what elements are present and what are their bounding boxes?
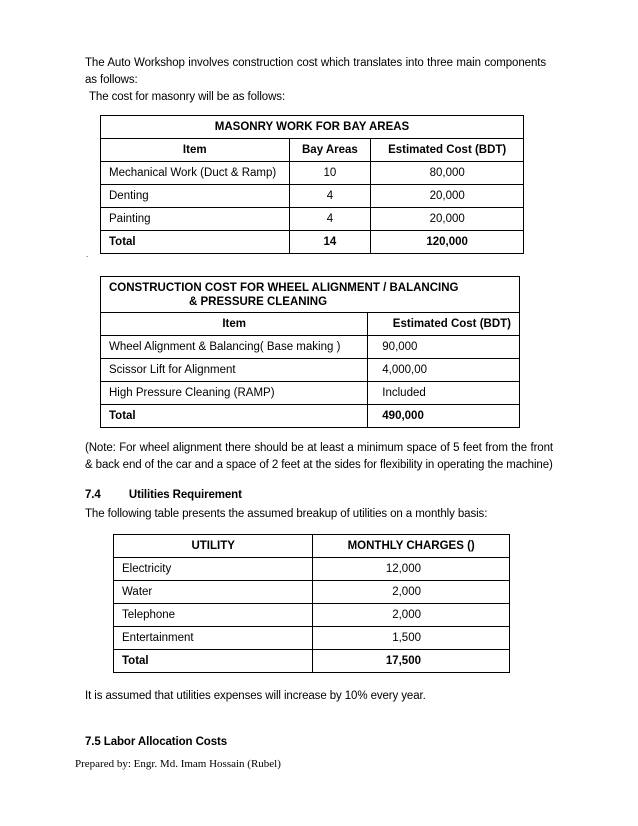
masonry-cell-cost: 20,000 — [371, 208, 524, 231]
table-row — [114, 581, 510, 604]
masonry-cell-bay: 10 — [289, 162, 371, 185]
masonry-header-cost: Estimated Cost (BDT) — [371, 139, 524, 162]
table-row — [101, 382, 520, 405]
table-row — [101, 359, 520, 382]
masonry-total-bay: 14 — [289, 231, 371, 254]
wheel-header-item: Item — [101, 313, 368, 336]
table-row — [101, 208, 524, 231]
table-row — [114, 558, 510, 581]
masonry-header-item: Item — [101, 139, 290, 162]
table-row — [101, 185, 524, 208]
masonry-cell-cost: 20,000 — [371, 185, 524, 208]
wheel-cell-cost: 90,000 — [368, 336, 520, 359]
utilities-header-charges: MONTHLY CHARGES () — [313, 535, 510, 558]
utilities-cell-charge: 12,000 — [313, 558, 510, 581]
wheel-title-line1: CONSTRUCTION COST FOR WHEEL ALIGNMENT / BALANCING — [109, 281, 459, 294]
wheel-cell-item: Wheel Alignment & Balancing( Base making ) — [101, 336, 368, 359]
masonry-table — [100, 115, 524, 254]
wheel-alignment-table — [100, 276, 520, 428]
wheel-alignment-note: (Note: For wheel alignment there should be at least a minimum space of 5 feet from the front & back end of the car and a space of 2 feet at the sides for flexibility in operating the machine) — [85, 442, 553, 471]
utilities-table — [113, 534, 510, 673]
masonry-cell-bay: 4 — [289, 185, 371, 208]
page-footer: Prepared by: Engr. Md. Imam Hossain (Rubel) — [75, 758, 281, 770]
utilities-cell-charge: 2,000 — [313, 604, 510, 627]
masonry-table-title: MASONRY WORK FOR BAY AREAS — [101, 116, 524, 139]
utilities-cell-name: Entertainment — [114, 627, 313, 650]
wheel-cell-cost: 4,000,00 — [368, 359, 520, 382]
intro-paragraph: The Auto Workshop involves construction cost which translates into three main components as follows: — [85, 57, 546, 86]
table-row — [101, 162, 524, 185]
utilities-header-utility: UTILITY — [114, 535, 313, 558]
utilities-total-charge: 17,500 — [313, 650, 510, 673]
wheel-title-line2: & PRESSURE CLEANING — [189, 295, 328, 308]
wheel-total-cost: 490,000 — [368, 405, 520, 428]
table-row — [101, 336, 520, 359]
utilities-cell-name: Water — [114, 581, 313, 604]
utilities-cell-name: Electricity — [114, 558, 313, 581]
table-row — [114, 604, 510, 627]
wheel-cell-item: High Pressure Cleaning (RAMP) — [101, 382, 368, 405]
table-row-total — [114, 650, 510, 673]
masonry-total-cost: 120,000 — [371, 231, 524, 254]
masonry-total-label: Total — [101, 231, 290, 254]
wheel-table-title — [101, 277, 520, 313]
section-7-4-title: Utilities Requirement — [128, 489, 242, 501]
utilities-cell-charge: 2,000 — [313, 581, 510, 604]
separator-dot: . — [86, 250, 89, 259]
wheel-total-label: Total — [101, 405, 368, 428]
masonry-cell-bay: 4 — [289, 208, 371, 231]
table-row-total — [101, 231, 524, 254]
utilities-cell-name: Telephone — [114, 604, 313, 627]
wheel-cell-cost: Included — [368, 382, 520, 405]
masonry-header-bay-areas: Bay Areas — [289, 139, 371, 162]
wheel-cell-item: Scissor Lift for Alignment — [101, 359, 368, 382]
masonry-intro: The cost for masonry will be as follows: — [89, 91, 286, 103]
masonry-cell-cost: 80,000 — [371, 162, 524, 185]
table-row — [114, 627, 510, 650]
masonry-cell-item: Mechanical Work (Duct & Ramp) — [101, 162, 290, 185]
utilities-cell-charge: 1,500 — [313, 627, 510, 650]
masonry-cell-item: Painting — [101, 208, 290, 231]
section-7-4-number: 7.4 — [85, 489, 101, 501]
table-row-total — [101, 405, 520, 428]
masonry-cell-item: Denting — [101, 185, 290, 208]
wheel-header-cost: Estimated Cost (BDT) — [368, 313, 520, 336]
section-7-4-heading — [85, 487, 242, 504]
utilities-growth-note: It is assumed that utilities expenses will increase by 10% every year. — [85, 690, 426, 702]
utilities-total-label: Total — [114, 650, 313, 673]
utilities-intro: The following table presents the assumed breakup of utilities on a monthly basis: — [85, 508, 488, 520]
section-7-5-heading: 7.5 Labor Allocation Costs — [85, 736, 228, 748]
